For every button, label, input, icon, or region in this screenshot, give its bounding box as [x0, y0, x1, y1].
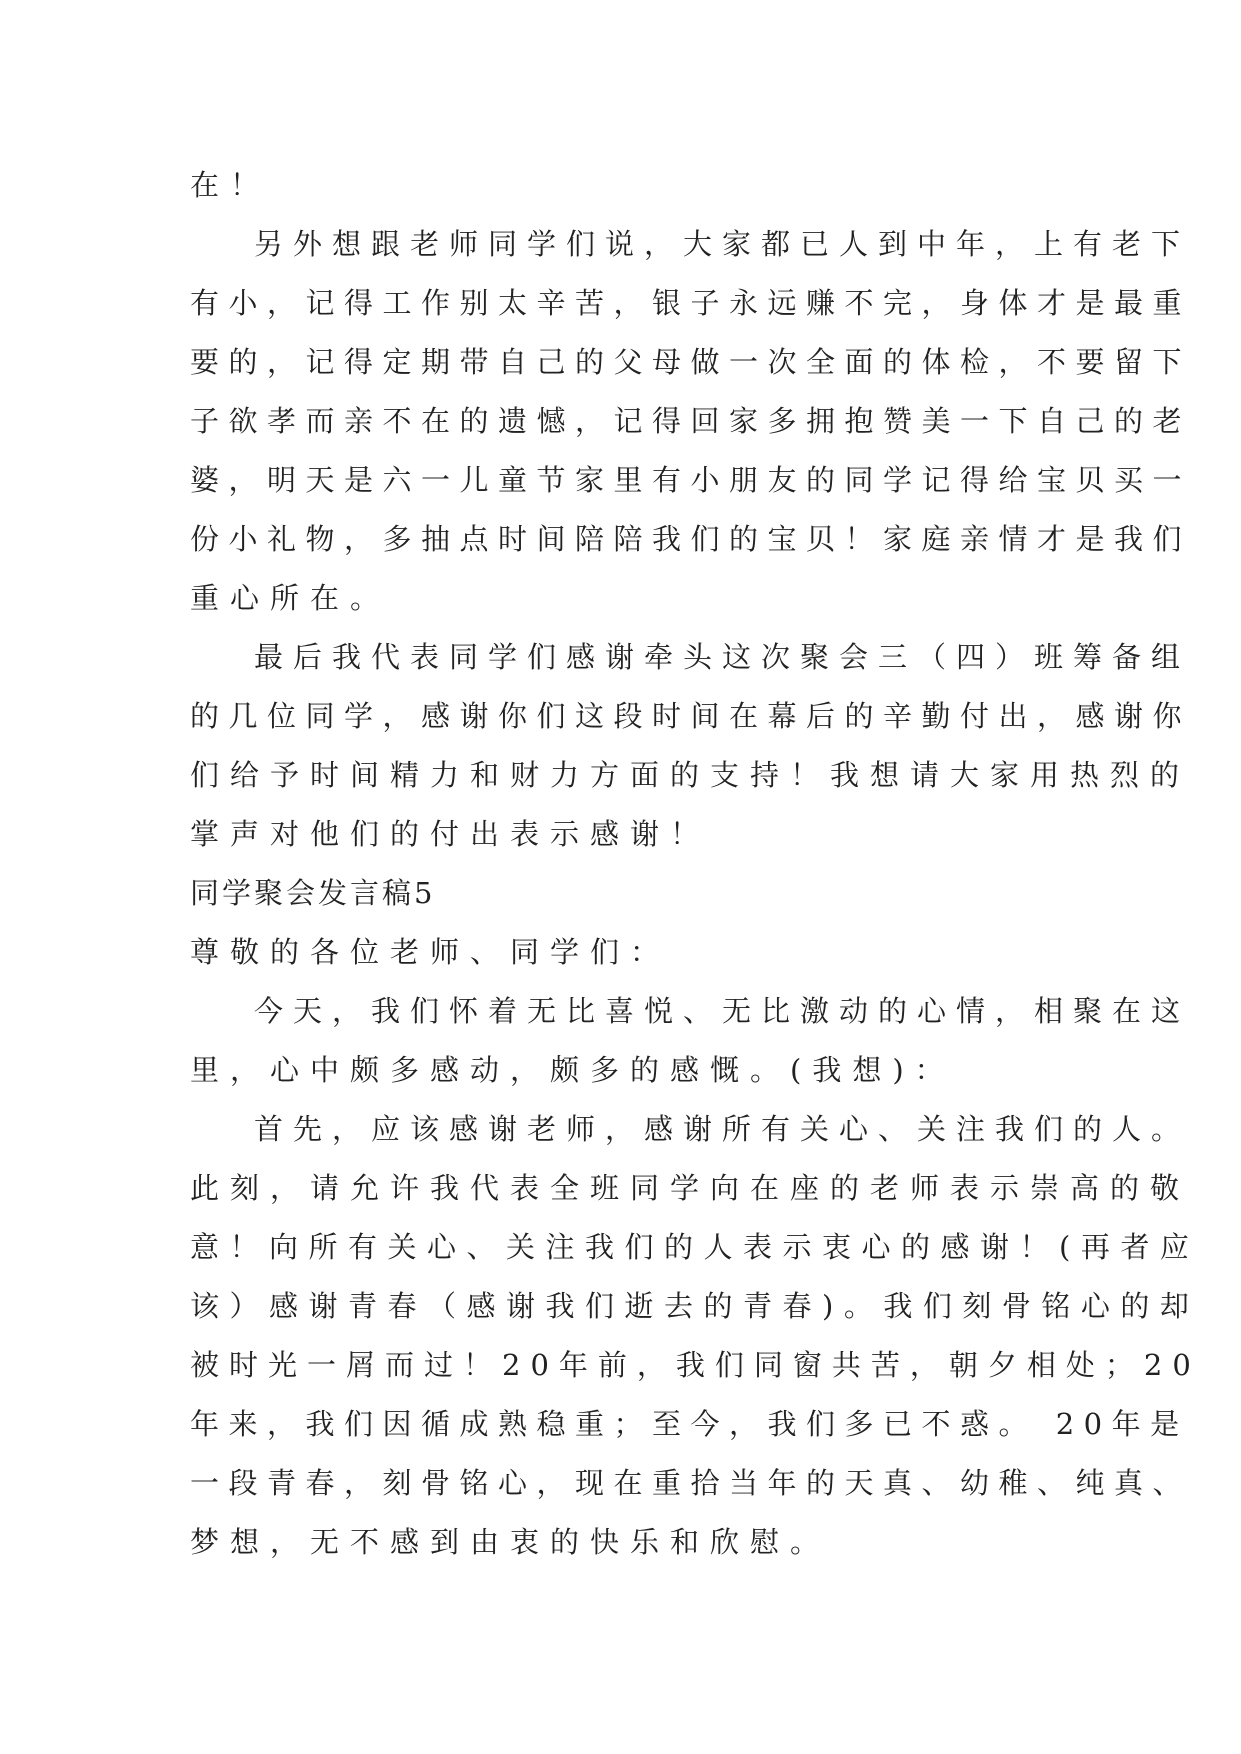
text-line: 要的，记得定期带自己的父母做一次全面的体检，不要留下 [190, 345, 1192, 379]
text-line: 里，心中颇多感动，颇多的感慨。(我想)： [190, 1053, 955, 1087]
text-line: 份小礼物，多抽点时间陪陪我们的宝贝！家庭亲情才是我们 [190, 522, 1192, 556]
salutation-line: 尊敬的各位老师、同学们： [190, 935, 671, 969]
text-line: 掌声对他们的付出表示感谢！ [190, 817, 711, 851]
paragraph-start-line: 最后我代表同学们感谢牵头这次聚会三（四）班筹备组 [254, 640, 1191, 674]
text-line: 此刻，请允许我代表全班同学向在座的老师表示崇高的敬 [190, 1171, 1191, 1205]
paragraph-start-line: 今天，我们怀着无比喜悦、无比激动的心情，相聚在这 [254, 994, 1191, 1028]
paragraph-start-line: 另外想跟老师同学们说，大家都已人到中年，上有老下 [254, 227, 1191, 261]
text-line: 意！向所有关心、关注我们的人表示衷心的感谢！(再者应 [190, 1230, 1200, 1264]
section-heading: 同学聚会发言稿5 [190, 876, 436, 910]
text-line: 婆，明天是六一儿童节家里有小朋友的同学记得给宝贝买一 [190, 463, 1192, 497]
text-line: 梦想，无不感到由衷的快乐和欣慰。 [190, 1525, 831, 1559]
text-line: 在！ [190, 168, 271, 202]
text-line: 子欲孝而亲不在的遗憾，记得回家多拥抱赞美一下自己的老 [190, 404, 1192, 438]
text-line: 的几位同学，感谢你们这段时间在幕后的辛勤付出，感谢你 [190, 699, 1192, 733]
text-line: 被时光一屑而过！20年前，我们同窗共苦，朝夕相处；20 [190, 1348, 1201, 1382]
text-line: 们给予时间精力和财力方面的支持！我想请大家用热烈的 [190, 758, 1191, 792]
text-line: 有小，记得工作别太辛苦，银子永远赚不完，身体才是最重 [190, 286, 1192, 320]
text-line: 重心所在。 [190, 581, 391, 615]
text-line: 该）感谢青春（感谢我们逝去的青春)。我们刻骨铭心的却 [190, 1289, 1200, 1323]
text-line: 年来，我们因循成熟稳重；至今，我们多已不惑。 20年是 [190, 1407, 1189, 1441]
paragraph-start-line: 首先，应该感谢老师，感谢所有关心、关注我们的人。 [254, 1112, 1191, 1146]
text-line: 一段青春，刻骨铭心，现在重拾当年的天真、幼稚、纯真、 [190, 1466, 1192, 1500]
